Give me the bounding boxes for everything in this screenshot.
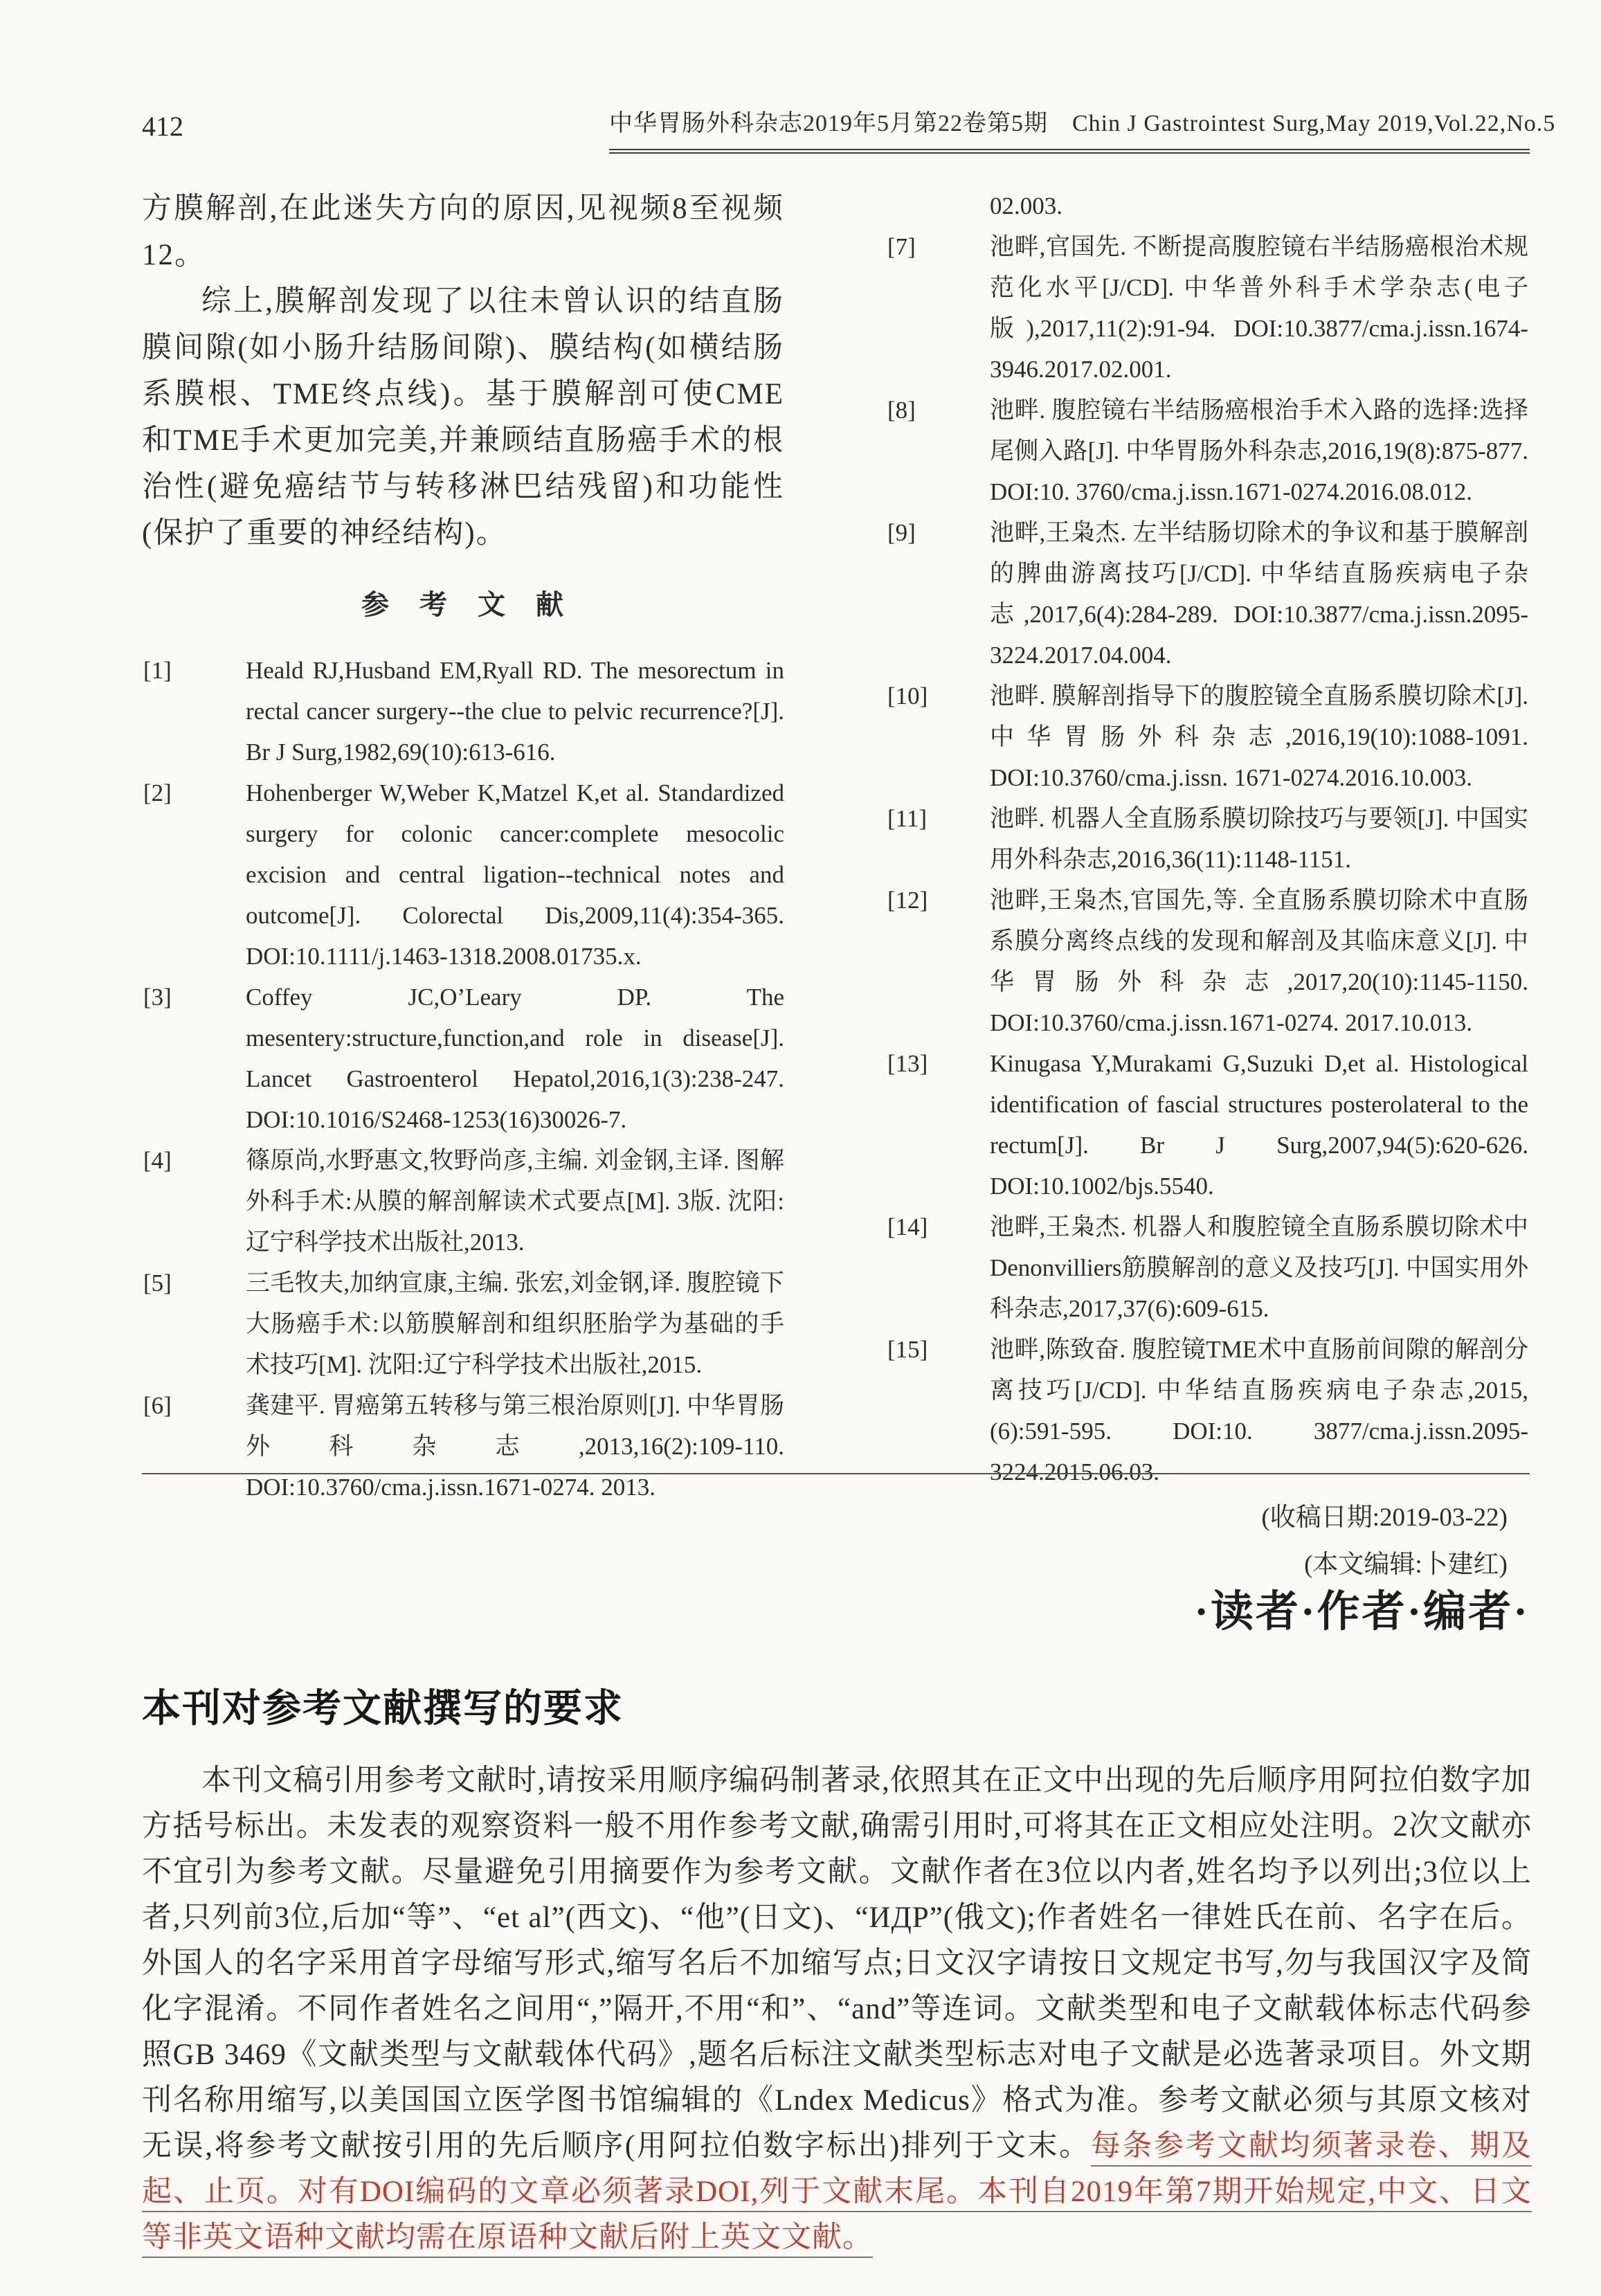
left-column: [142, 186, 784, 1508]
reference-text: 池畔,王枭杰. 左半结肠切除术的争议和基于膜解剖的脾曲游离技巧[J/CD]. 中华结直肠疾病电子杂志,2017,6(4):284-289. DOI:10.3877/cma.j.issn.2095-3224.2017.04.004.: [990, 519, 1528, 669]
section-body-main: 本刊文稿引用参考文献时,请按采用顺序编码制著录,依照其在正文中出现的先后顺序用阿拉伯数字加方括号标出。未发表的观察资料一般不用作参考文献,确需引用时,可将其在正文相应处注明。2次文献亦不宜引为参考文献。尽量避免引用摘要作为参考文献。文献作者在3位以内者,姓名均予以列出;3位以上者,只列前3位,后加“等”、“et al”(西文)、“他”(日文)、“ИДР”(俄文);作者姓名一律姓氏在前、名字在后。外国人的名字采用首字母缩写形式,缩写名后不加缩写点;日文汉字请按日文规定书写,勿与我国汉字及简化字混淆。不同作者姓名之间用“,”隔开,不用“和”、“and”等连词。文献类型和电子文献载体标志代码参照GB 3469《文献类型与文献载体代码》,题名后标注文献类型标志对电子文献是必选著录项目。外文期刊名称用缩写,以美国国立医学图书馆编辑的《Lndex Medicus》格式为准。参考文献必须与其原文核对无误,将参考文献按引用的先后顺序(用阿拉伯数字标出)排列于文末。: [142, 1764, 1532, 2162]
section-kicker: ·读者·作者·编者·: [1194, 1589, 1530, 1636]
paragraph-summary: 综上,膜解剖发现了以往未曾认识的结直肠膜间隙(如小肠升结肠间隙)、膜结构(如横结肠系膜根、TME终点线)。基于膜解剖可使CME和TME手术更加完美,并兼顾结直肠癌手术的根治性(避免癌结节与转移淋巴结残留)和功能性(保护了重要的神经结构)。: [142, 285, 784, 550]
reference-text: 三毛牧夫,加纳宣康,主编. 张宏,刘金钢,译. 腹腔镜下大肠癌手术:以筋膜解剖和组织胚胎学为基础的手术技巧[M]. 沈阳:辽宁科学技术出版社,2015.: [246, 1269, 784, 1378]
reference-number: [9]: [887, 519, 916, 546]
running-head: [142, 104, 1556, 154]
reference-number: [4]: [143, 1147, 172, 1174]
reference-item: [142, 977, 784, 1140]
page-number: 412: [142, 111, 183, 142]
reference-number: [10]: [887, 683, 928, 709]
reference-text: 池畔. 膜解剖指导下的腹腔镜全直肠系膜切除术[J]. 中华胃肠外科杂志,2016,19(10):1088-1091. DOI:10.3760/cma.j.issn. 1671-0274.2016.10.003.: [990, 683, 1528, 791]
references-list-right: [886, 226, 1528, 1492]
reference-text: Kinugasa Y,Murakami G,Suzuki D,et al. Histological identification of fascial structures posterolateral to the rectum[J]. Br J Surg,2007,94(5):620-626. DOI:10.1002/bjs.5540.: [990, 1050, 1528, 1200]
reference-text: 篠原尚,水野惠文,牧野尚彦,主编. 刘金钢,主译. 图解外科手术:从膜的解剖解读术式要点[M]. 3版. 沈阳:辽宁科学技术出版社,2013.: [246, 1147, 784, 1256]
reference-number: [1]: [143, 657, 172, 684]
reference-number: [3]: [143, 984, 172, 1011]
reference-text: Heald RJ,Husband EM,Ryall RD. The mesorectum in rectal cancer surgery--the clue to pelvic recurrence?[J]. Br J Surg,1982,69(10):613-616.: [246, 657, 784, 766]
reference-item: [886, 798, 1528, 880]
reference-number: [7]: [887, 233, 916, 260]
reference-text: 池畔,陈致奋. 腹腔镜TME术中直肠前间隙的解剖分离技巧[J/CD]. 中华结直肠疾病电子杂志,2015,(6):591-595. DOI:10. 3877/cma.j.issn.2095-3224.2015.06.03.: [990, 1336, 1528, 1485]
reference-number: [8]: [887, 397, 916, 424]
reference-text: 池畔,王枭杰. 机器人和腹腔镜全直肠系膜切除术中Denonvilliers筋膜解剖的意义及技巧[J]. 中国实用外科杂志,2017,37(6):609-615.: [990, 1213, 1528, 1322]
section-divider: [142, 1473, 1530, 1474]
reference-number: [5]: [143, 1269, 172, 1296]
references-list-left: [142, 650, 784, 1508]
reference-carryover-text: 02.003.: [990, 192, 1062, 219]
reference-text: 池畔,王枭杰,官国先,等. 全直肠系膜切除术中直肠系膜分离终点线的发现和解剖及其临床意义[J]. 中华胃肠外科杂志,2017,20(10):1145-1150. DOI:10.3760/cma.j.issn.1671-0274. 2017.10.013.: [990, 887, 1528, 1036]
reference-number: [11]: [887, 805, 928, 832]
reference-text: 池畔,官国先. 不断提高腹腔镜右半结肠癌根治术规范化水平[J/CD]. 中华普外科手术学杂志(电子版),2017,11(2):91-94. DOI:10.3877/cma.j.issn.1674-3946.2017.02.001.: [990, 233, 1528, 383]
reference-number: [15]: [887, 1336, 928, 1363]
reference-item: [886, 390, 1528, 512]
reference-item: [886, 1329, 1528, 1492]
reference-carryover-line: [886, 186, 1528, 226]
reference-text: Coffey JC,O’Leary DP. The mesentery:structure,function,and role in disease[J]. Lancet Gastroenterol Hepatol,2016,1(3):238-247. DOI:10.1016/S2468-1253(16)30026-7.: [246, 984, 784, 1133]
reference-text: 龚建平. 胃癌第五转移与第三根治原则[J]. 中华胃肠外科杂志,2013,16(2):109-110. DOI:10.3760/cma.j.issn.1671-0274. 2013.: [246, 1392, 784, 1501]
reference-number: [6]: [143, 1392, 172, 1419]
reference-item: [886, 1043, 1528, 1206]
reference-item: [142, 650, 784, 772]
journal-citation: 中华胃肠外科杂志2019年5月第22卷第5期 Chin J Gastrointest Surg,May 2019,Vol.22,No.5: [609, 104, 1530, 154]
received-date: (收稿日期:2019-03-22): [1261, 1503, 1508, 1532]
reference-item: [142, 772, 784, 977]
reference-text: 池畔. 腹腔镜右半结肠癌根治手术入路的选择:选择尾侧入路[J]. 中华胃肠外科杂志,2016,19(8):875-877. DOI:10. 3760/cma.j.issn.1671-0274.2016.08.012.: [990, 397, 1528, 505]
references-heading: 参 考 文 献: [361, 589, 565, 620]
reference-item: [142, 1385, 784, 1508]
reference-text: 池畔. 机器人全直肠系膜切除技巧与要领[J]. 中国实用外科杂志,2016,36(11):1148-1151.: [990, 805, 1528, 873]
reference-number: [13]: [887, 1050, 928, 1077]
reference-number: [12]: [887, 887, 928, 914]
right-column: [886, 186, 1528, 1587]
reference-item: [886, 512, 1528, 676]
reference-text: Hohenberger W,Weber K,Matzel K,et al. Standardized surgery for colonic cancer:complete mesocolic excision and central ligation--technical notes and outcome[J]. Colorectal Dis,2009,11(4):354-365. DOI:10.1111/j.1463-1318.2008.01735.x.: [246, 779, 784, 970]
reference-number: [14]: [887, 1213, 928, 1240]
editor-note: (本文编辑:卜建红): [1304, 1551, 1508, 1579]
reference-item: [886, 880, 1528, 1043]
section-title: 本刊对参考文献撰写的要求: [142, 1686, 624, 1730]
reference-item: [886, 1206, 1528, 1329]
reference-item: [886, 676, 1528, 798]
reference-item: [142, 1263, 784, 1385]
section-body: [142, 1758, 1532, 2261]
reference-item: [142, 1140, 784, 1263]
paragraph-continuation: 方膜解剖,在此迷失方向的原因,见视频8至视频12。: [142, 192, 784, 271]
reference-number: [2]: [143, 779, 172, 806]
section-body-highlight: 每条参考文献均须著录卷、期及起、止页。对有DOI编码的文章必须著录DOI,列于文献末尾。本刊自2019年第7期开始规定,中文、日文等非英文语种文献均需在原语种文献后附上英文文献。: [142, 2130, 1532, 2254]
reference-item: [886, 226, 1528, 390]
